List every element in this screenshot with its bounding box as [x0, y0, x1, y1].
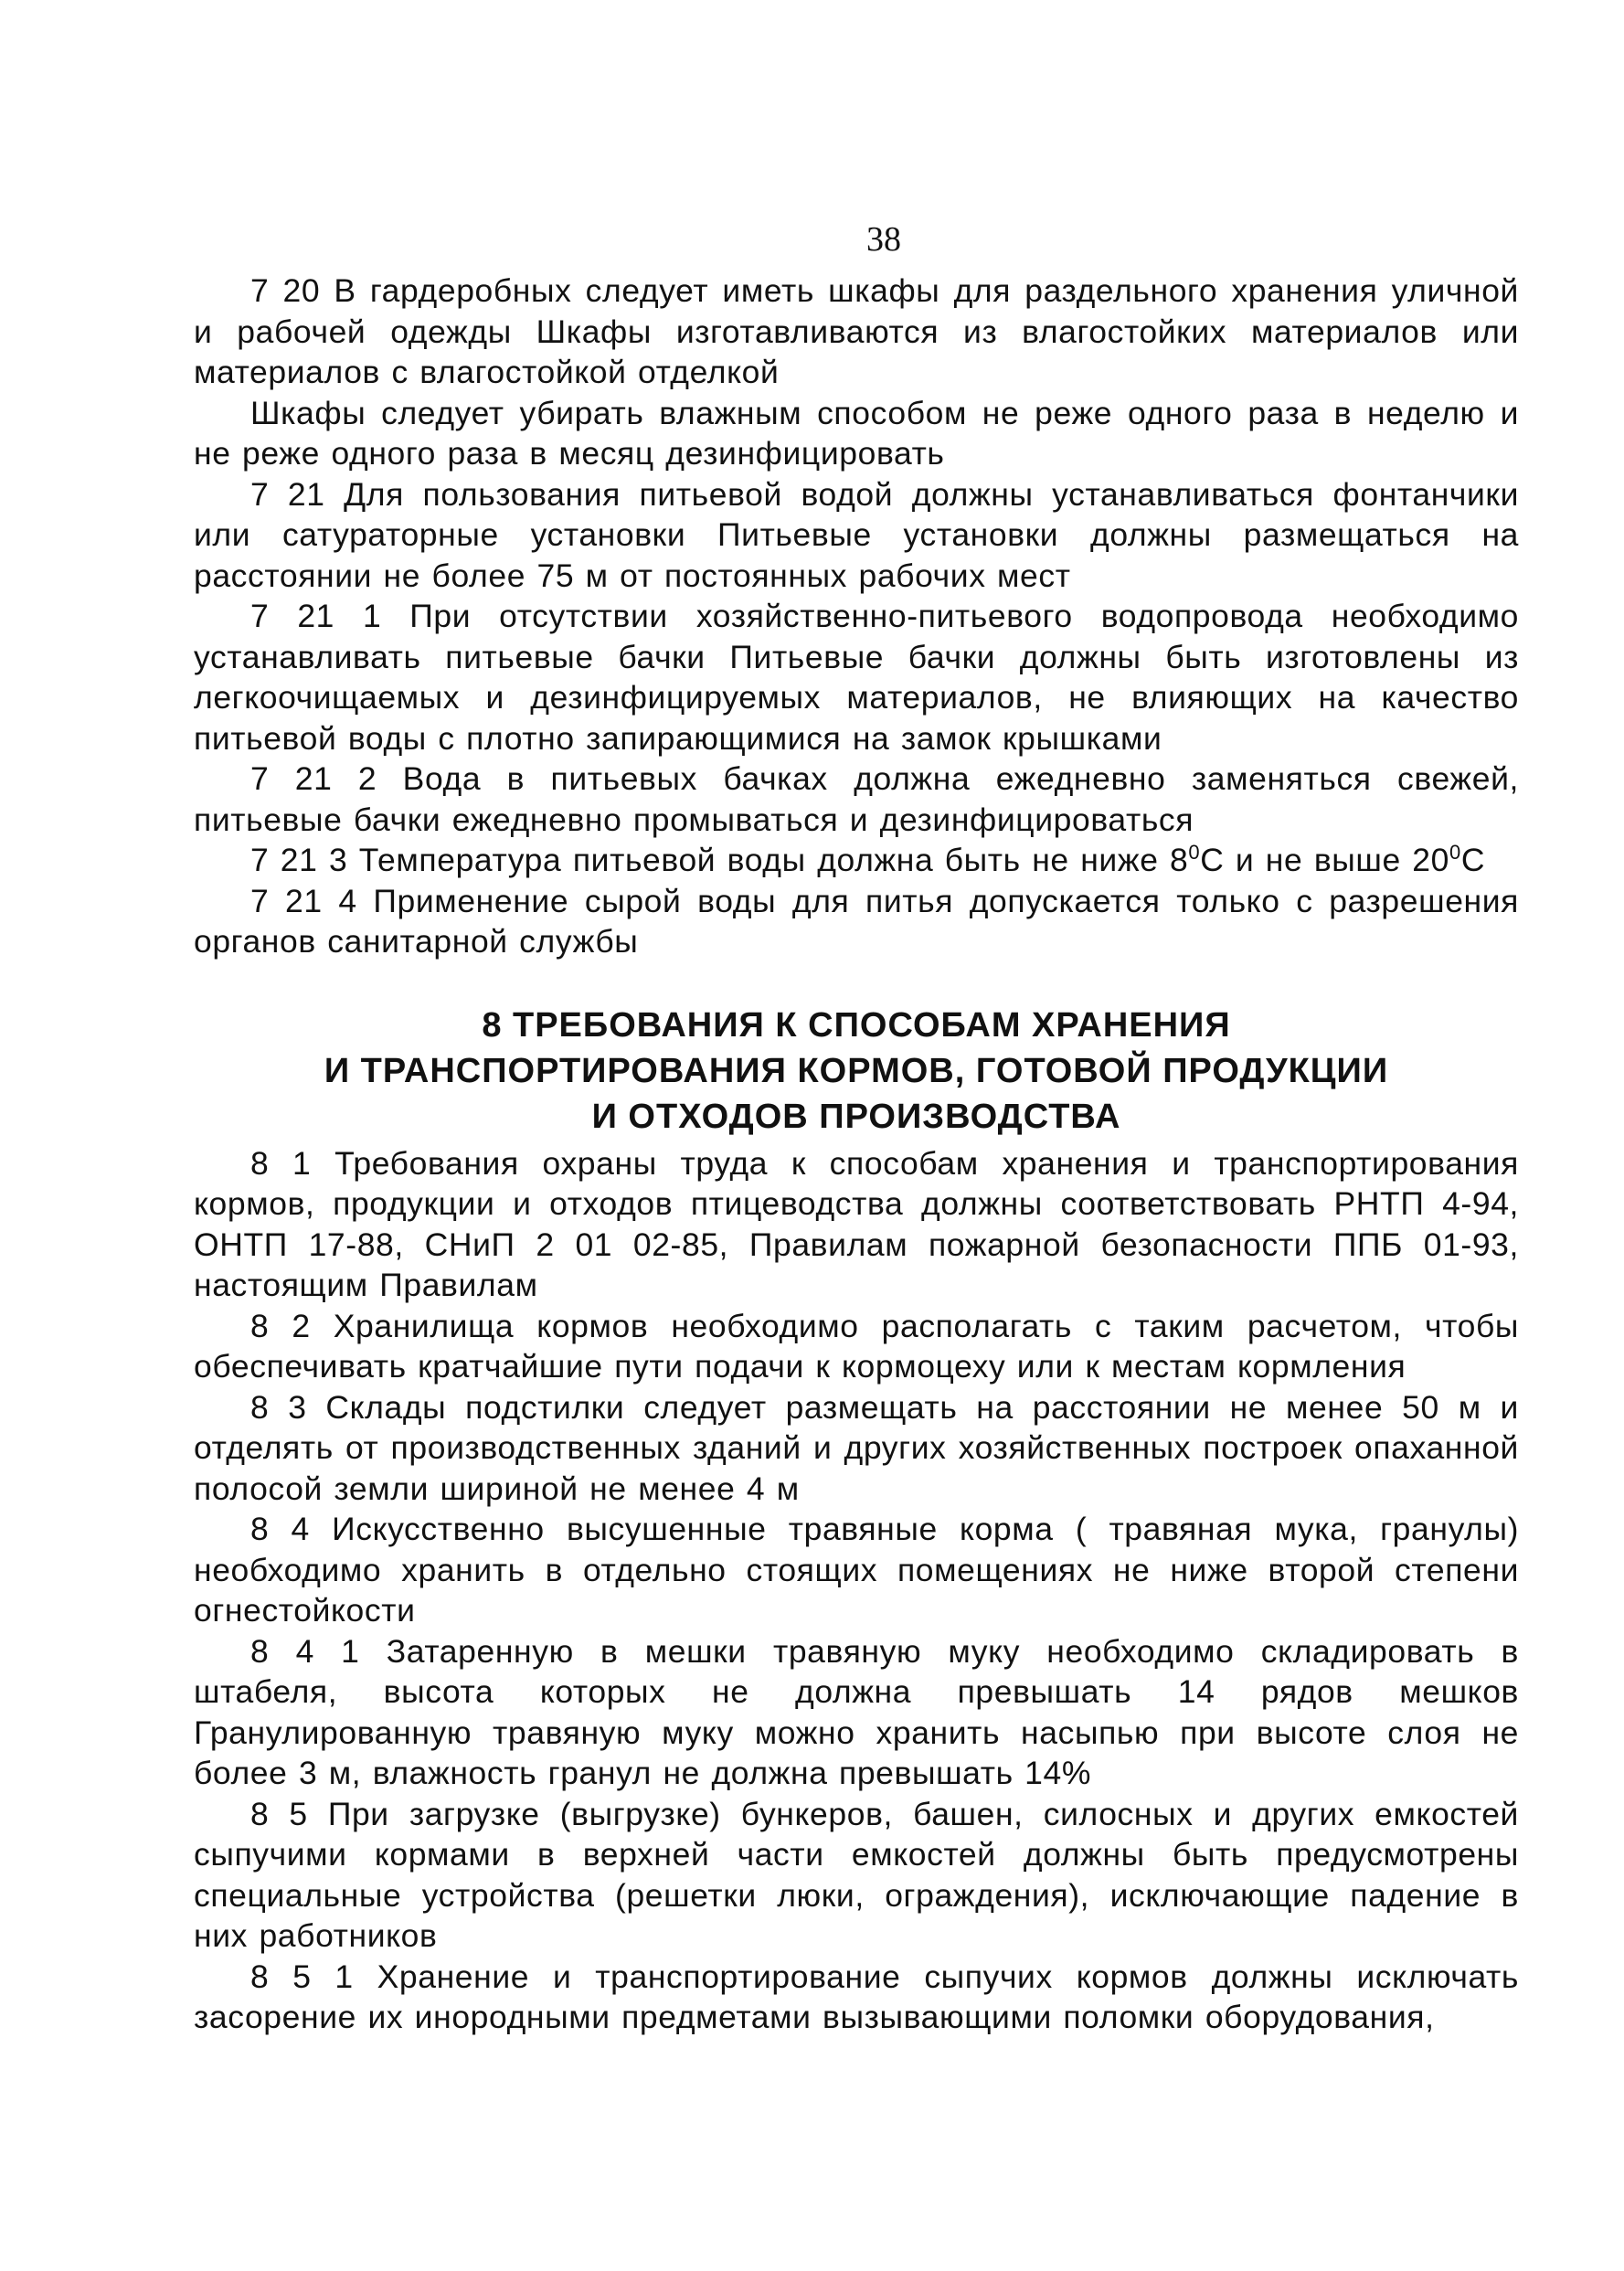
- paragraph: 8 4 Искусственно высушенные травяные корма ( травяная мука, гранулы) необходимо хранить в отдельно стоящих помещениях не ниже второй степени огнестойкости: [194, 1511, 1519, 1629]
- section-8-title: [194, 1003, 1519, 1140]
- paragraph: 7 21 1 При отсутствии хозяйственно-питьевого водопровода необходимо устанавливать питьевые бачки Питьевые бачки должны быть изготовлены из легкоочищаемых и дезинфицируемых материалов, не влияющих на качество питьевой воды с плотно запирающимися на замок крышками: [194, 598, 1519, 757]
- paragraph: 8 5 При загрузке (выгрузке) бункеров, башен, силосных и других емкостей сыпучими кормами в верхней части емкостей должны быть предусмотрены специальные устройства (решетки люки, ограждения), исключающие падение в них работников: [194, 1795, 1519, 1954]
- paragraph-group-7-20: [194, 271, 1519, 840]
- paragraph: 8 1 Требования охраны труда к способам хранения и транспортирования кормов, продукции и отходов птицеводства должны соответствовать РНТП 4-94, ОНТП 17-88, СНиП 2 01 02-85, Правилам пожарной безопасности ППБ 01-93, настоящим Правилам: [194, 1144, 1519, 1303]
- paragraph: 7 20 В гардеробных следует иметь шкафы для раздельного хранения уличной и рабочей одежды Шкафы изготавливаются из влагостойких материалов или материалов с влагостойкой отделкой: [194, 272, 1519, 390]
- paragraph-7-21-3: [194, 840, 1519, 881]
- temp-text-1: 7 21 3 Температура питьевой воды должна быть не ниже 8: [250, 842, 1189, 878]
- paragraph: 7 21 2 Вода в питьевых бачках должна ежедневно заменяться свежей, питьевые бачки ежедневно промываться и дезинфицироваться: [194, 760, 1519, 838]
- paragraph: 7 21 Для пользования питьевой водой должны устанавливаться фонтанчики или сатураторные установки Питьевые установки должны размещаться на расстоянии не более 75 м от постоянных рабочих мест: [194, 475, 1519, 594]
- paragraph: 8 2 Хранилища кормов необходимо располагать с таким расчетом, чтобы обеспечивать кратчайшие пути подачи к кормоцеху или к местам кормления: [194, 1307, 1519, 1385]
- paragraph-group-8: [194, 1143, 1519, 2038]
- temp-text-3: С: [1460, 842, 1486, 878]
- degree-sup-2: 0: [1449, 841, 1461, 864]
- page-number: 38: [866, 220, 901, 259]
- degree-sup-1: 0: [1188, 841, 1201, 864]
- section-title-line-3: И ОТХОДОВ ПРОИЗВОДСТВА: [591, 1097, 1121, 1136]
- paragraph: 8 5 1 Хранение и транспортирование сыпучих кормов должны исключать засорение их инородными предметами вызывающими поломки оборудования,: [194, 1958, 1519, 2035]
- document-page: [194, 219, 1519, 2038]
- temp-text-2: С и не выше 20: [1200, 842, 1449, 878]
- section-title-line-1: 8 ТРЕБОВАНИЯ К СПОСОБАМ ХРАНЕНИЯ: [482, 1005, 1231, 1045]
- paragraph: Шкафы следует убирать влажным способом не реже одного раза в неделю и не реже одного раза в месяц дезинфицировать: [194, 394, 1519, 472]
- paragraph: 8 4 1 Затаренную в мешки травяную муку необходимо складировать в штабеля, высота которых не должна превышать 14 рядов мешков Гранулированную травяную муку можно хранить насыпью при высоте слоя не более 3 м, влажность гранул не должна превышать 14%: [194, 1632, 1519, 1791]
- section-title-line-2: И ТРАНСПОРТИРОВАНИЯ КОРМОВ, ГОТОВОЙ ПРОДУКЦИИ: [324, 1051, 1389, 1090]
- paragraph-group-7-21-4: [194, 881, 1519, 962]
- paragraph: 7 21 4 Применение сырой воды для питья допускается только с разрешения органов санитарной службы: [194, 882, 1519, 960]
- paragraph: 8 3 Склады подстилки следует размещать на расстоянии не менее 50 м и отделять от производственных зданий и других хозяйственных построек опаханной полосой земли шириной не менее 4 м: [194, 1388, 1519, 1507]
